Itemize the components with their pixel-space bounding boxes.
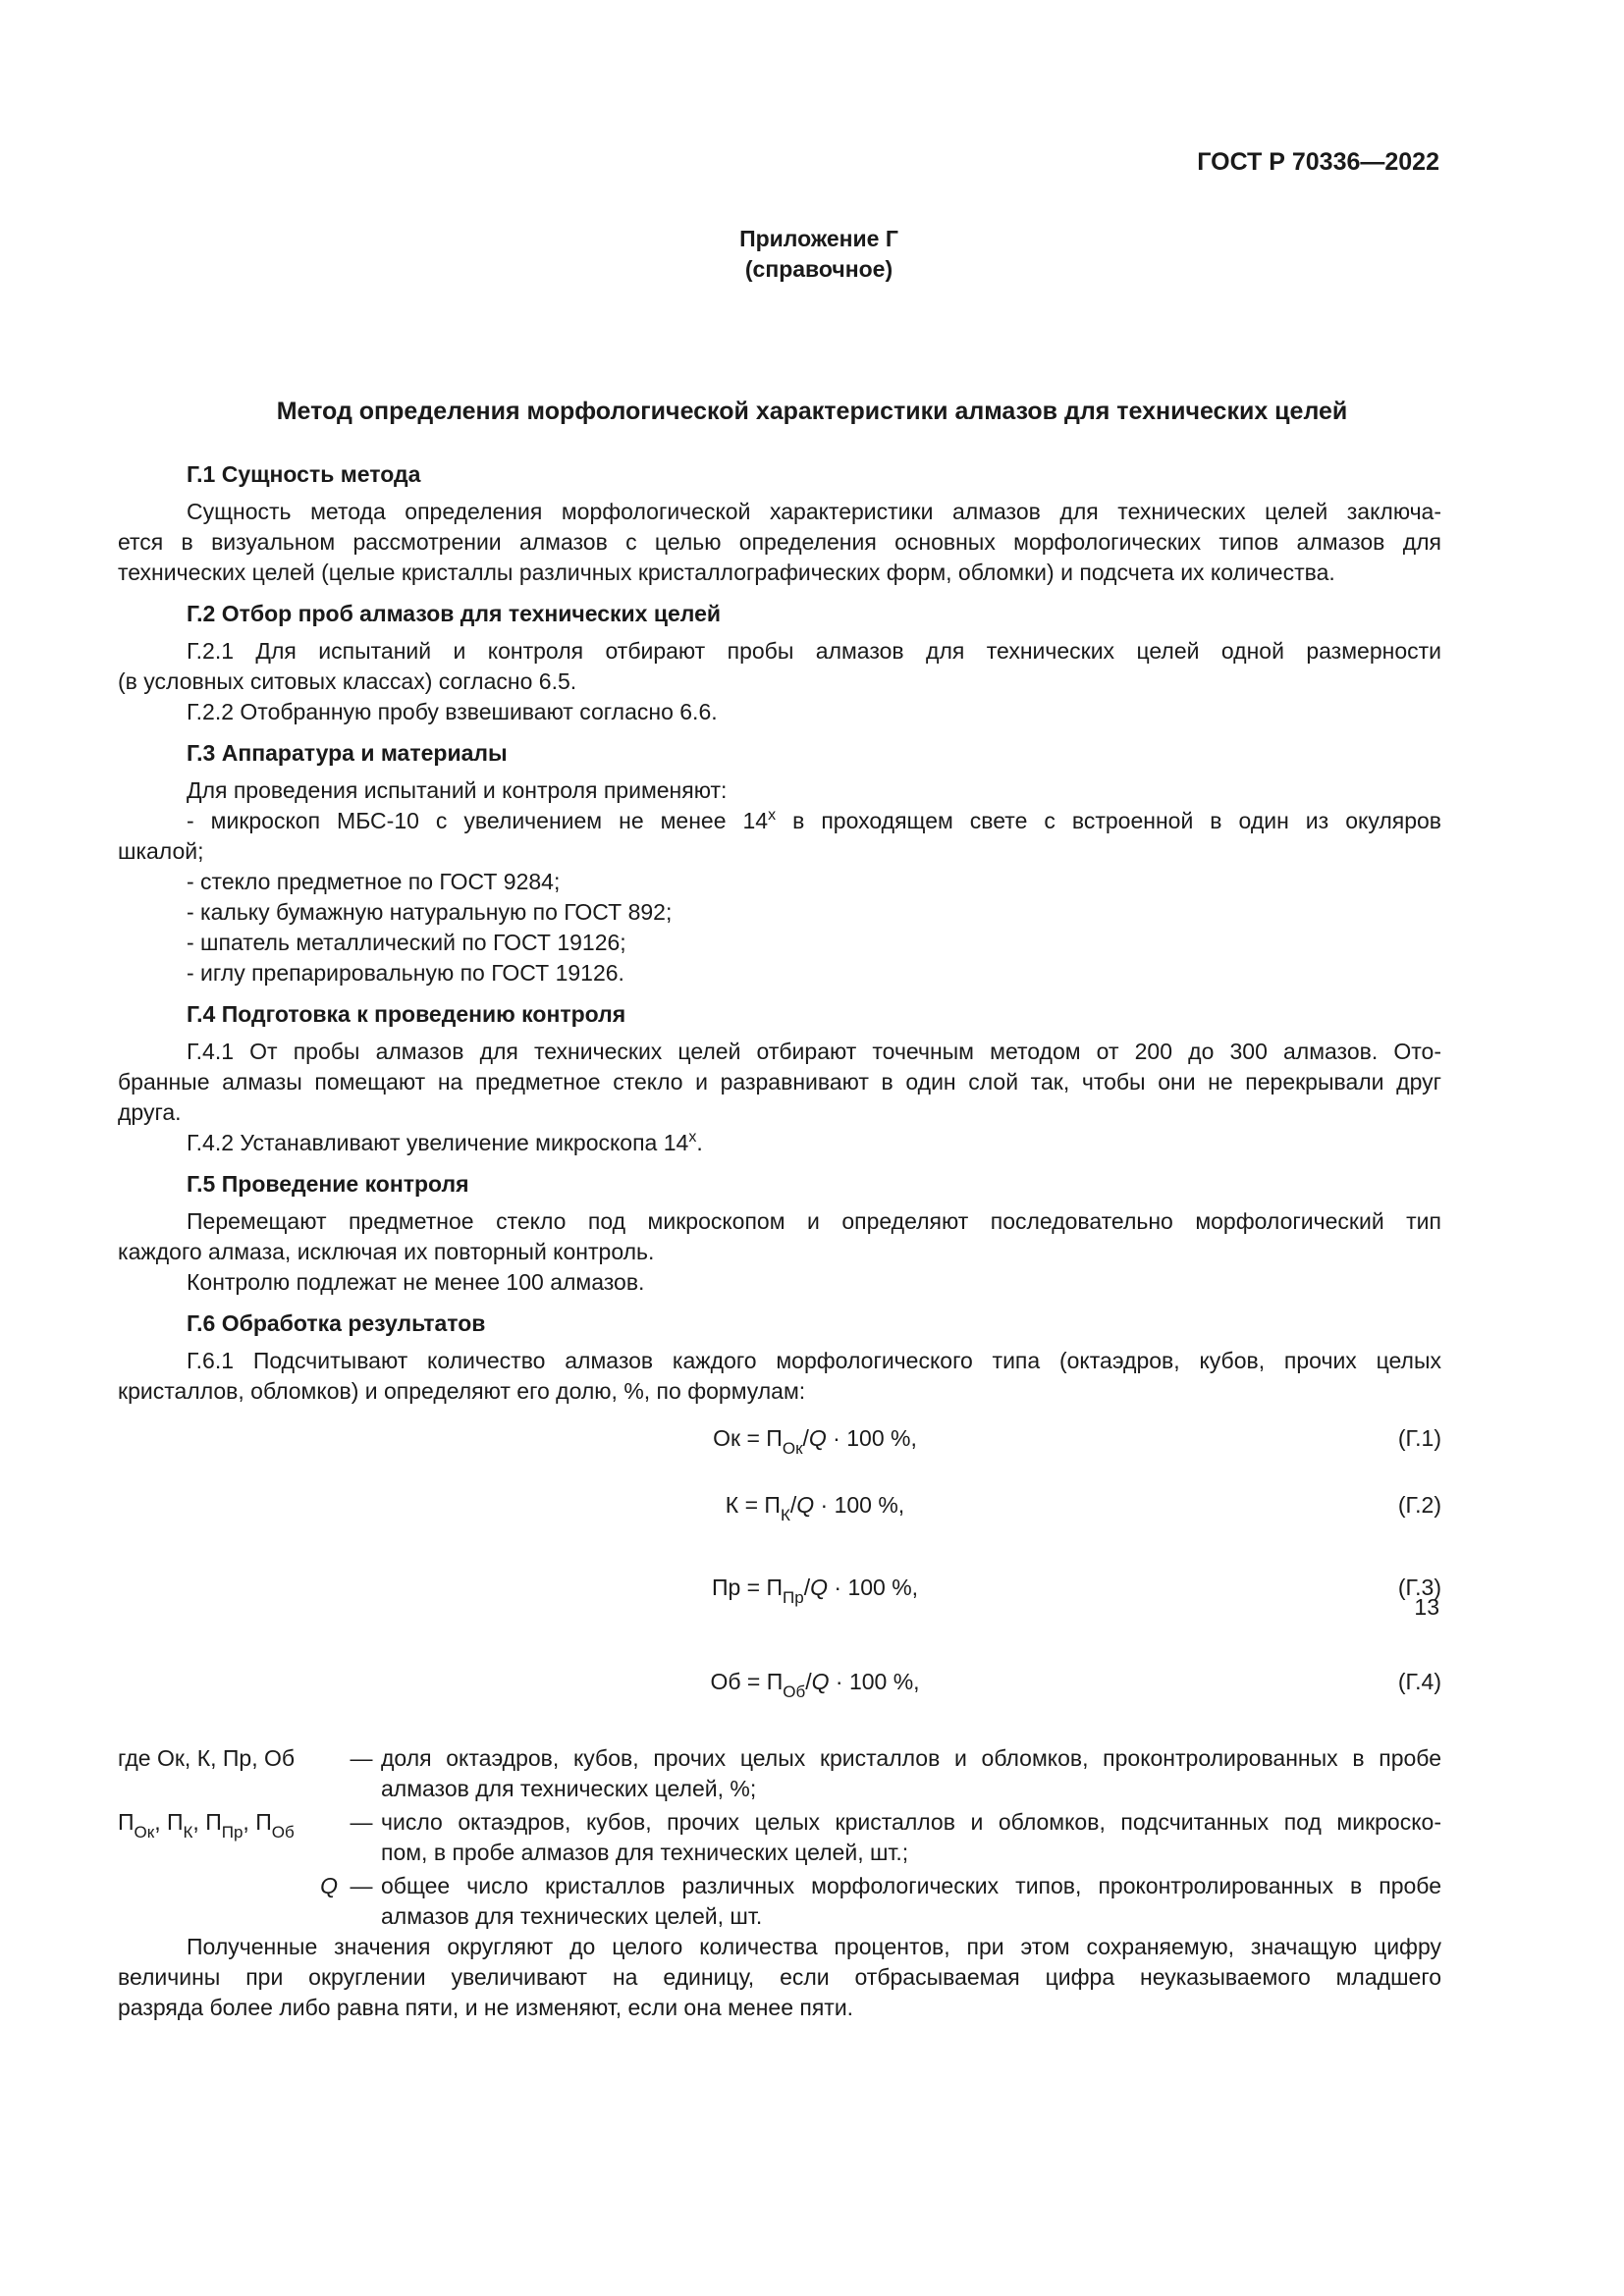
formula-text: · 100 %,	[829, 1669, 920, 1694]
list-item: - стекло предметное по ГОСТ 9284;	[187, 869, 561, 894]
section-heading-g5: Г.5 Проведение контроля	[187, 1171, 469, 1197]
where-symbol: где Ок, К, Пр, Об	[118, 1745, 296, 1771]
list-item-text: в проходящем свете с встроенной в один из окуляров	[776, 808, 1441, 833]
section-heading-g2: Г.2 Отбор проб алмазов для технических целей	[187, 601, 722, 626]
formula-number: (Г.2)	[1397, 1492, 1441, 1518]
paragraph-text: .	[696, 1130, 703, 1155]
list-item: - кальку бумажную натуральную по ГОСТ 892;	[187, 899, 673, 925]
formula-text: · 100 %,	[814, 1492, 905, 1518]
where-dash: —	[350, 1745, 373, 1771]
symbol-text: П	[255, 1809, 272, 1835]
formula-variable: Q	[796, 1492, 815, 1518]
paragraph-line: Полученные значения округляют до целого количества процентов, при этом сохраняемую, значащую цифру	[187, 1934, 1441, 1959]
formula-text: Об = П	[710, 1669, 784, 1694]
paragraph-line: каждого алмаза, исключая их повторный контроль.	[118, 1239, 655, 1264]
formula-text: Ок = П	[713, 1425, 783, 1451]
formula-variable: Q	[810, 1575, 828, 1600]
symbol-text: П	[118, 1809, 135, 1835]
paragraph-line: Сущность метода определения морфологической характеристики алмазов для технических целей заключа-	[187, 499, 1441, 524]
where-text-line: доля октаэдров, кубов, прочих целых кристаллов и обломков, проконтролированных в пробе	[381, 1745, 1441, 1771]
subscript: Об	[271, 1823, 295, 1842]
where-dash: —	[350, 1809, 373, 1835]
paragraph-line: величины при округлении увеличивают на единицу, если отбрасываемая цифра неуказываемого младшего	[118, 1964, 1441, 1990]
superscript: х	[768, 807, 777, 824]
paragraph-line: бранные алмазы помещают на предметное стекло и разравнивают в один слой так, чтобы они не перекрывали друг	[118, 1069, 1441, 1095]
subscript: Ок	[134, 1823, 155, 1842]
symbol-text: П	[205, 1809, 222, 1835]
subscript: Ок	[782, 1439, 803, 1458]
where-symbol	[118, 1871, 342, 1932]
appendix-heading	[0, 224, 1624, 285]
subscript: К	[780, 1506, 790, 1524]
paragraph-line: Контролю подлежат не менее 100 алмазов.	[187, 1269, 645, 1295]
paragraph-line: Для проведения испытаний и контроля применяют:	[187, 777, 728, 803]
formula-expression: Пр = $П_{Пр}/Q \cdot 100$ %,	[711, 1575, 919, 1607]
formula-number: (Г.3)	[1397, 1575, 1441, 1600]
paragraph-line: Г.2.1 Для испытаний и контроля отбирают пробы алмазов для технических целей одной размерности	[187, 638, 1441, 664]
list-item: - иглу препарировальную по ГОСТ 19126.	[187, 960, 624, 986]
formula-g1	[118, 1423, 1441, 1458]
document-body	[118, 459, 1441, 2023]
subscript: Пр	[783, 1588, 804, 1607]
where-text	[381, 1871, 1441, 1932]
where-definition	[118, 1743, 1441, 1804]
formula-variable: Q	[808, 1425, 827, 1451]
page-number: 13	[1414, 1594, 1439, 1620]
formula-number: (Г.1)	[1397, 1425, 1441, 1451]
formula-text: · 100 %,	[826, 1425, 917, 1451]
list-item-text: - микроскоп МБС-10 с увеличением не менее 14	[187, 808, 769, 833]
formula-text: Пр = П	[711, 1575, 784, 1600]
symbol-text: Q	[320, 1873, 338, 1898]
section-heading-g6: Г.6 Обработка результатов	[187, 1310, 486, 1336]
where-definition	[118, 1871, 1441, 1932]
paragraph-line	[118, 1128, 1441, 1158]
where-text-line: алмазов для технических целей, шт.	[381, 1903, 763, 1929]
formula-number: (Г.4)	[1397, 1669, 1441, 1694]
where-text-line: пом, в пробе алмазов для технических целей, шт.;	[381, 1840, 909, 1865]
section-heading-g1: Г.1 Сущность метода	[187, 461, 421, 487]
subscript: К	[183, 1823, 193, 1842]
formula-g4	[118, 1667, 1441, 1701]
paragraph-line: Г.4.1 От пробы алмазов для технических целей отбирают точечным методом от 200 до 300 алмазов. Ото-	[187, 1039, 1441, 1064]
symbol-text: ,	[154, 1809, 167, 1835]
appendix-label: Приложение Г	[739, 226, 898, 251]
document-title: Метод определения морфологической характеристики алмазов для технических целей	[276, 398, 1348, 425]
formula-text: К = П	[725, 1492, 781, 1518]
where-text	[381, 1807, 1441, 1868]
formula-g2	[118, 1490, 1441, 1524]
formula-expression: Об = $П_{Об}/Q \cdot 100$ %,	[710, 1669, 920, 1701]
where-text-line: алмазов для технических целей, %;	[381, 1776, 757, 1801]
formula-text: · 100 %,	[828, 1575, 919, 1600]
symbol-text: ,	[243, 1809, 256, 1835]
formula-expression: Ок = $П_{Ок}/Q \cdot 100$ %,	[713, 1425, 917, 1458]
list-item: - шпатель металлический по ГОСТ 19126;	[187, 930, 626, 955]
paragraph-line: Г.2.2 Отобранную пробу взвешивают согласно 6.6.	[187, 699, 718, 724]
paragraph-line: кристаллов, обломков) и определяют его долю, %, по формулам:	[118, 1378, 806, 1404]
paragraph-line: разряда более либо равна пяти, и не изменяют, если она менее пяти.	[118, 1995, 854, 2020]
where-definition	[118, 1807, 1441, 1868]
superscript: х	[688, 1129, 697, 1146]
paragraph-line: Перемещают предметное стекло под микроскопом и определяют последовательно морфологический тип	[187, 1208, 1441, 1234]
appendix-status: (справочное)	[744, 256, 893, 282]
subscript: Об	[783, 1682, 806, 1701]
paragraph-line: ется в визуальном рассмотрении алмазов с целью определения основных морфологических типов алмазов для	[118, 529, 1441, 555]
list-item-continuation: шкалой;	[118, 838, 204, 864]
standard-code: ГОСТ Р 70336—2022	[1197, 148, 1439, 176]
formula-expression: $К = П_К/Q \cdot 100$ %,	[725, 1492, 905, 1524]
paragraph-text: Г.4.2 Устанавливают увеличение микроскопа 14	[187, 1130, 689, 1155]
where-symbol	[118, 1807, 342, 1868]
where-text	[381, 1743, 1441, 1804]
where-text-line: общее число кристаллов различных морфологических типов, проконтролированных в пробе	[381, 1873, 1441, 1898]
paragraph-line: (в условных ситовых классах) согласно 6.5.	[118, 668, 577, 694]
symbol-text: П	[166, 1809, 184, 1835]
symbol-text: ,	[192, 1809, 206, 1835]
paragraph-line: технических целей (целые кристаллы различных кристаллографических форм, обломки) и подсчета их количества.	[118, 560, 1335, 585]
paragraph-line: Г.6.1 Подсчитывают количество алмазов каждого морфологического типа (октаэдров, кубов, прочих целых	[187, 1348, 1441, 1373]
formula-variable: Q	[811, 1669, 830, 1694]
list-item	[118, 806, 1441, 836]
where-dash: —	[350, 1873, 373, 1898]
section-heading-g3: Г.3 Аппаратура и материалы	[187, 740, 508, 766]
subscript: Пр	[221, 1823, 244, 1842]
section-heading-g4: Г.4 Подготовка к проведению контроля	[187, 1001, 626, 1027]
paragraph-line: друга.	[118, 1099, 182, 1125]
where-text-line: число октаэдров, кубов, прочих целых кристаллов и обломков, подсчитанных под микроско-	[381, 1809, 1441, 1835]
